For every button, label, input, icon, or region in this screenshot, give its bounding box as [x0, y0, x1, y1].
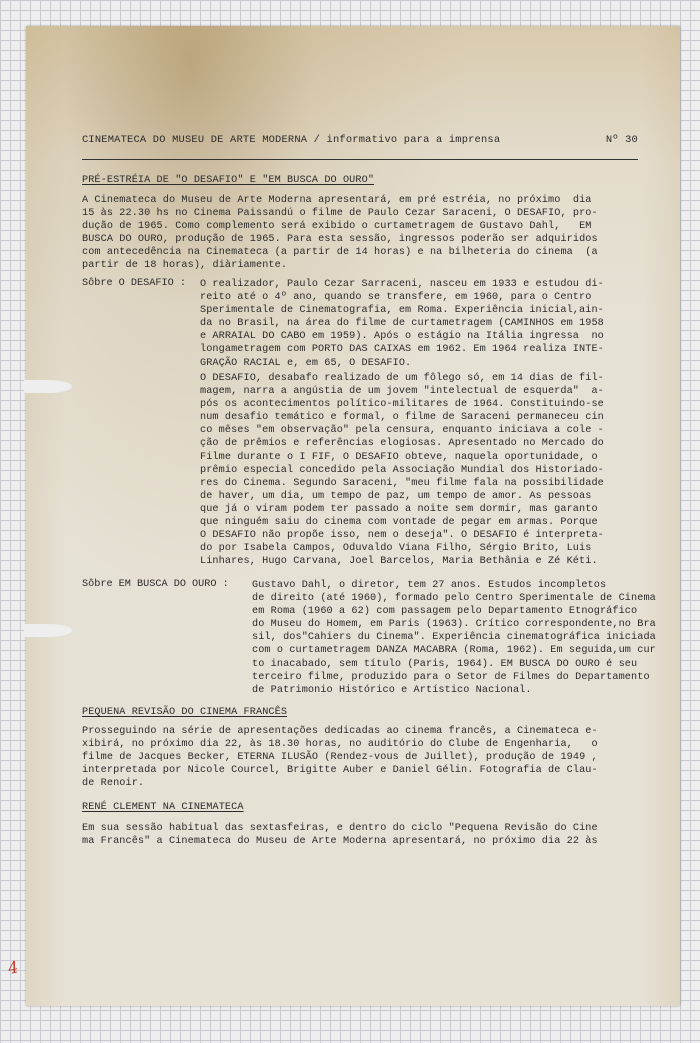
- press-release-page: [26, 26, 680, 1006]
- letterhead-title: CINEMATECA DO MUSEU DE ARTE MODERNA / informativo para a imprensa: [82, 134, 501, 146]
- header-divider: [82, 159, 638, 160]
- rene-clement-paragraph: Em sua sessão habitual das sextasfeiras, e dentro do ciclo "Pequena Revisão do Cine ma Francês" a Cinemateca do Museu de Arte Moderna apresentará, no próximo dia 22 às: [82, 823, 598, 848]
- o-desafio-synopsis-paragraph: O DESAFIO, desabafo realizado de um fôlego só, em 14 dias de fil- magem, narra a angústia de um jovem "intelectual de esquerda" a- pós os acontecimentos político-militares de 1964. Constituindo-se num desafio temático e formal, o filme de Saraceni permaneceu cin co mêses "em observação" pela censura, enquanto iniciava a cole - ção de prêmios e referências elogiosas. Apresentado no Mercado do Filme durante o I FIF, O DESAFIO obteve, naquela oportunidade, o prêmio especial concedido pela Associação Mundial dos Historiado- res do Cinema. Segundo Saraceni, "meu filme fala na possibilidade de haver, um dia, um tempo de paz, um tempo de amor. As pessoas que já o viram podem ter passado a noite sem dormir, mas garanto que ninguém saiu do cinema com vontade de pegar em armas. Porque O DESAFIO não propõe isso, nem o deseja". O DESAFIO é interpreta- do por Isabela Campos, Oduvaldo Viana Filho, Sérgio Brito, Luis Linhares, Hugo Carvana, Joel Barcelos, Maria Bethânia e Zé Kéti.: [200, 373, 604, 568]
- section-heading-cinema-frances: PEQUENA REVISÃO DO CINEMA FRANCÊS: [82, 707, 288, 718]
- handwritten-page-mark: 4: [6, 957, 21, 978]
- section-heading-rene-clement: RENÉ CLEMENT NA CINEMATECA: [82, 802, 244, 813]
- section-heading-pre-estreia: PRÉ-ESTRÉIA DE "O DESAFIO" E "EM BUSCA DO OURO": [82, 175, 375, 186]
- pre-estreia-intro-paragraph: A Cinemateca do Museu de Arte Moderna apresentará, em pré estréia, no próximo dia 15 às 22.30 hs no Cinema Paissandú o filme de Paulo Cezar Saraceni, O DESAFIO, pro- dução de 1965. Como complemento será exibido o curtametragem de Gustavo Dahl, EM BUSCA DO OURO, produção de 1965. Para esta sessão, ingressos poderão ser adquiridos com antecedência na Cinemateca (a partir de 14 horas) e na bilheteria do cinema (a partir de 18 horas), diàriamente.: [82, 195, 598, 272]
- letterhead: [82, 134, 638, 146]
- o-desafio-director-paragraph: O realizador, Paulo Cezar Sarraceni, nasceu em 1933 e estudou di- reito até o 4º ano, quando se transfere, em 1960, para o Centro Sperimentale de Cinematografia, em Roma. Experiência inicial,ain- da no Brasil, na área do filme de curtametragem (CAMINHOS em 1958 e ARRAIAL DO CABO em 1959). Após o estágio na Itália ingressa no longametragem com PORTO DAS CAIXAS em 1962. Em 1964 realiza INTE- GRAÇÃO RACIAL e, em 65, O DESAFIO.: [200, 279, 604, 369]
- cinema-frances-paragraph: Prosseguindo na série de apresentações dedicadas ao cinema francês, a Cinemateca e- xibirá, no próximo dia 22, às 18.30 horas, no auditório do Clube de Engenharia, o filme de Jacques Becker, ETERNA ILUSÃO (Rendez-vous de Juillet), produção de 1949 , interpretada por Nicole Courcel, Brigitte Auber e Daniel Gélin. Fotografia de Clau- de Renoir.: [82, 726, 598, 790]
- binder-hole: [24, 624, 72, 637]
- label-sobre-em-busca-do-ouro: Sôbre EM BUSCA DO OURO :: [82, 579, 229, 590]
- issue-number: Nº 30: [605, 134, 638, 146]
- label-sobre-o-desafio: Sôbre O DESAFIO :: [82, 278, 186, 289]
- em-busca-do-ouro-paragraph: Gustavo Dahl, o diretor, tem 27 anos. Estudos incompletos de direito (até 1960), formado pelo Centro Sperimentale de Cinema em Roma (1960 a 62) com passagem pelo Departamento Etnográfico do Museu do Homem, em Paris (1963). Crítico correspondente,no Bra sil, dos"Cahiers du Cinema". Experiência cinematográfica iniciada com o curtametragem DANZA MACABRA (Roma, 1962). Em seguida,um cur to inacabado, sem título (Paris, 1964). EM BUSCA DO OURO é seu terceiro filme, produzido para o Setor de Filmes do Departamento de Patrimonio Histórico e Artístico Nacional.: [252, 580, 656, 696]
- binder-hole: [24, 380, 72, 393]
